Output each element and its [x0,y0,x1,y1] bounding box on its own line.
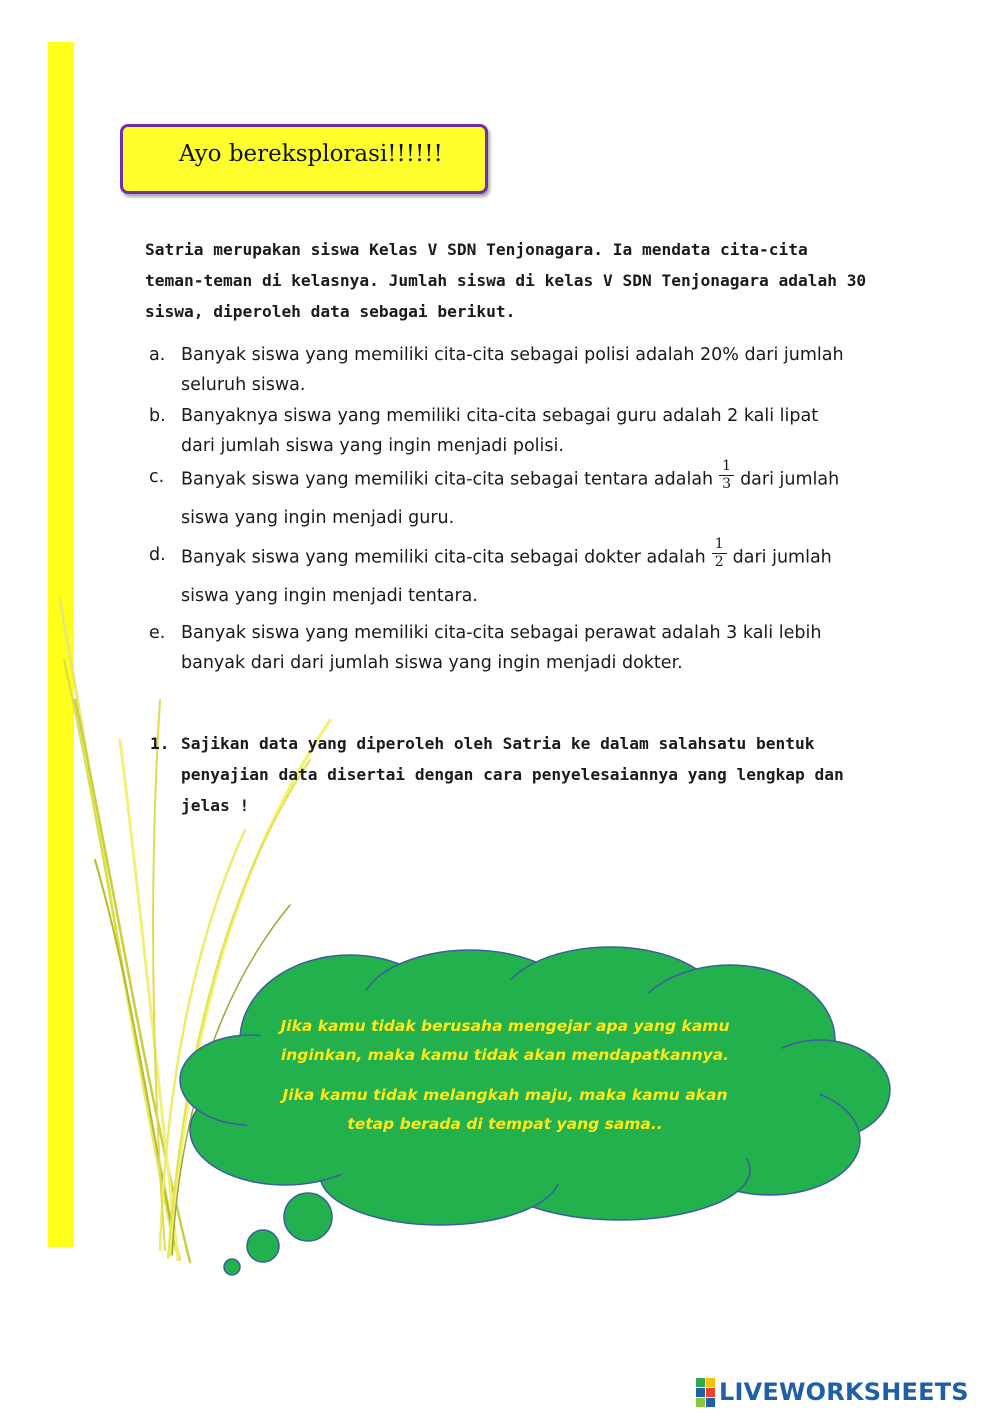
condition-line: banyak dari dari jumlah siswa yang ingin menjadi dokter. [181,653,683,673]
condition-line: Banyak siswa yang memiliki cita-cita sebagai polisi adalah 20% dari jumlah [181,345,844,365]
condition-marker: c. [149,467,165,487]
condition-line: siswa yang ingin menjadi tentara. [181,586,478,606]
logo-icon [696,1378,715,1407]
condition-line: seluruh siswa. [181,375,306,395]
question-number: 1. [150,734,170,753]
condition-line: dari jumlah siswa yang ingin menjadi polisi. [181,436,564,456]
quote-paragraph-1 [270,1012,740,1070]
condition-marker: e. [149,623,166,643]
liveworksheets-logo[interactable] [696,1376,969,1408]
condition-line: Banyak siswa yang memiliki cita-cita sebagai perawat adalah 3 kali lebih [181,623,822,643]
question-text: Sajikan data yang diperoleh oleh Satria ke dalam salahsatu bentuk penyajian data disertai dengan cara penyelesaiannya yang lengkap dan jelas ! [181,734,844,815]
intro-paragraph: Satria merupakan siswa Kelas V SDN Tenjonagara. Ia mendata cita-cita teman-teman di kelasnya. Jumlah siswa di kelas V SDN Tenjonagara adalah 30 siswa, diperoleh data sebagai berikut. [145,240,867,321]
quote-line: Jika kamu tidak melangkah maju, maka kamu akan [282,1086,728,1104]
quote-line: inginkan, maka kamu tidak akan mendapatkannya. [280,1046,730,1064]
condition-marker: b. [149,406,166,426]
condition-text: Banyak siswa yang memiliki cita-cita sebagai tentara adalah [181,469,714,490]
quote-line: tetap berada di tempat yang sama.. [347,1115,663,1133]
fraction-denominator: 2 [714,554,724,570]
condition-marker: a. [149,345,166,365]
condition-text: dari jumlah [740,469,840,490]
condition-line: siswa yang ingin menjadi guru. [181,508,455,528]
fraction-numerator: 1 [712,536,727,554]
condition-text: dari jumlah [732,547,832,568]
fraction-denominator: 3 [722,476,732,492]
condition-marker: d. [149,545,166,565]
logo-text: LIVEWORKSHEETS [719,1378,969,1406]
title-text: Ayo bereksplorasi!!!!!! [179,141,443,167]
condition-text: Banyak siswa yang memiliki cita-cita sebagai dokter adalah [181,547,706,568]
fraction-numerator: 1 [719,458,734,476]
quote-line: Jika kamu tidak berusaha mengejar apa yang kamu [280,1017,730,1035]
quote-paragraph-2 [270,1081,740,1139]
condition-line: Banyaknya siswa yang memiliki cita-cita sebagai guru adalah 2 kali lipat [181,406,819,426]
